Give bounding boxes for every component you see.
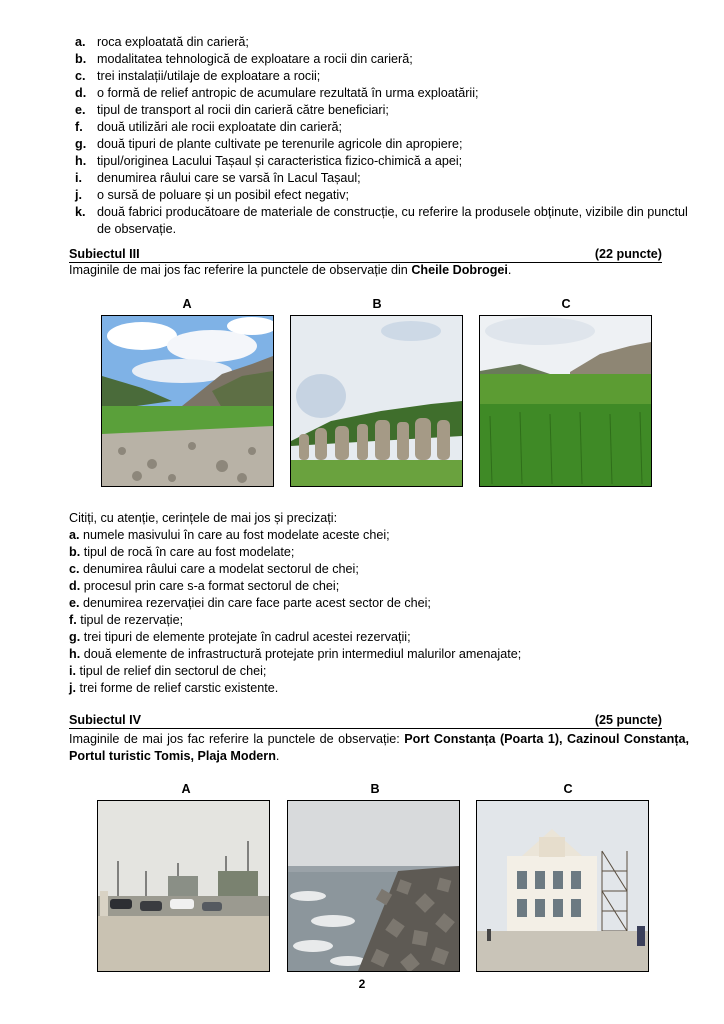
- list-item-text: tipul de rocă în care au fost modelate;: [83, 545, 295, 559]
- subject-4-points: (25 puncte): [594, 713, 662, 727]
- list-item-letter: c.: [69, 562, 80, 576]
- list-item: [69, 187, 689, 204]
- page-number: 2: [358, 977, 366, 991]
- list-item: [69, 68, 689, 85]
- list-item-text: trei tipuri de elemente protejate în cadrul acestei rezervații;: [83, 630, 411, 644]
- gorge-photo-c: [479, 315, 652, 487]
- list-item-text: modalitatea tehnologică de exploatare a rocii din carieră;: [97, 52, 413, 66]
- photo-label-a: A: [182, 297, 192, 311]
- gorge-photo-b: [290, 315, 463, 487]
- list-item-letter: g.: [75, 137, 87, 151]
- list-item-text: trei forme de relief carstic existente.: [79, 681, 279, 695]
- list-item: [69, 578, 689, 595]
- list-item-text: tipul de relief din sectorul de chei;: [79, 664, 267, 678]
- observation-points-names: Port Constanța (Poarta 1), Cazinoul Constanța, Portul turistic Tomis, Plaja Modern: [69, 732, 689, 763]
- subject-3-instruction: Citiți, cu atenție, cerințele de mai jos și precizați:: [69, 511, 338, 525]
- casino-photo-c: [476, 800, 649, 972]
- list-item: [69, 612, 689, 629]
- list-item: [69, 119, 689, 136]
- list-item-text: trei instalații/utilaje de exploatare a rocii;: [97, 69, 321, 83]
- list-item-text: tipul/originea Lacului Tașaul și caracteristica fizico-chimică a apei;: [97, 154, 463, 168]
- list-item-text: două fabrici producătoare de materiale de construcție, cu referire la produsele obținute, vizibile din punctul de observație.: [97, 205, 688, 236]
- list-item-letter: c.: [75, 69, 86, 83]
- list-item-letter: j.: [69, 681, 76, 695]
- list-item: [69, 663, 689, 680]
- list-item-letter: d.: [69, 579, 81, 593]
- list-item: [69, 595, 689, 612]
- list-item-letter: a.: [69, 528, 80, 542]
- list-item-letter: f.: [69, 613, 77, 627]
- subject-4-title: Subiectul IV: [69, 713, 142, 727]
- list-item-letter: a.: [75, 35, 86, 49]
- photo-label-c: C: [561, 297, 571, 311]
- photo-label-a-s4: A: [181, 782, 191, 796]
- list-item-letter: k.: [75, 205, 86, 219]
- list-item: [69, 153, 689, 170]
- list-item-text: tipul de transport al rocii din carieră către beneficiari;: [97, 103, 389, 117]
- subject-3-heading: [69, 246, 662, 263]
- subject-3-points: (22 puncte): [594, 247, 662, 261]
- list-item: [69, 34, 689, 51]
- subject-4-intro: Imaginile de mai jos fac referire la punctele de observație: Port Constanța (Poarta 1), Cazinoul Constanța, Portul turistic Tomis, Plaja Modern.: [69, 732, 689, 763]
- list-item: [69, 170, 689, 187]
- gorge-photo-a: [101, 315, 274, 487]
- list-item-letter: f.: [75, 120, 83, 134]
- subject-3-title: Subiectul III: [69, 247, 140, 261]
- list-item-letter: d.: [75, 86, 87, 100]
- subject-3-requirements: [69, 527, 689, 697]
- list-item-letter: b.: [69, 545, 81, 559]
- list-item: [69, 527, 689, 544]
- list-item-text: tipul de rezervație;: [80, 613, 184, 627]
- list-item: [69, 544, 689, 561]
- list-item-letter: b.: [75, 52, 87, 66]
- cheile-dobrogei-name: Cheile Dobrogei: [411, 263, 508, 277]
- list-item-text: numele masivului în care au fost modelate aceste chei;: [83, 528, 390, 542]
- list-item: [69, 204, 689, 238]
- list-item-text: două tipuri de plante cultivate pe terenurile agricole din apropiere;: [97, 137, 463, 151]
- list-item-letter: i.: [75, 171, 82, 185]
- photo-label-b-s4: B: [370, 782, 380, 796]
- observation-list-top: [69, 34, 689, 238]
- photo-label-c-s4: C: [563, 782, 573, 796]
- list-item: [69, 646, 689, 663]
- list-item-letter: g.: [69, 630, 81, 644]
- list-item-letter: e.: [75, 103, 86, 117]
- list-item-text: o formă de relief antropic de acumulare rezultată în urma exploatării;: [97, 86, 479, 100]
- list-item: [69, 561, 689, 578]
- list-item-letter: i.: [69, 664, 76, 678]
- list-item-text: procesul prin care s-a format sectorul de chei;: [83, 579, 340, 593]
- list-item-text: denumirea râului care se varsă în Lacul Tașaul;: [97, 171, 361, 185]
- list-item-letter: e.: [69, 596, 80, 610]
- subject-4-heading: [69, 712, 662, 729]
- list-item-text: două elemente de infrastructură protejate prin intermediul malurilor amenajate;: [83, 647, 522, 661]
- photo-label-b: B: [372, 297, 382, 311]
- list-item-letter: j.: [75, 188, 82, 202]
- list-item-text: două utilizări ale rocii exploatate din carieră;: [97, 120, 343, 134]
- list-item-letter: h.: [75, 154, 87, 168]
- list-item-text: denumirea rezervației din care face parte acest sector de chei;: [83, 596, 431, 610]
- list-item-letter: h.: [69, 647, 81, 661]
- subject-3-intro: Imaginile de mai jos fac referire la punctele de observație din Cheile Dobrogei.: [69, 263, 512, 277]
- list-item: [69, 136, 689, 153]
- port-photo-b: [287, 800, 460, 972]
- list-item: [69, 102, 689, 119]
- list-item-text: roca exploatată din carieră;: [97, 35, 249, 49]
- list-item-text: o sursă de poluare și un posibil efect negativ;: [97, 188, 350, 202]
- list-item: [69, 51, 689, 68]
- list-item: [69, 629, 689, 646]
- port-photo-a: [97, 800, 270, 972]
- list-item-text: denumirea râului care a modelat sectorul de chei;: [83, 562, 359, 576]
- list-item: [69, 85, 689, 102]
- list-item: [69, 680, 689, 697]
